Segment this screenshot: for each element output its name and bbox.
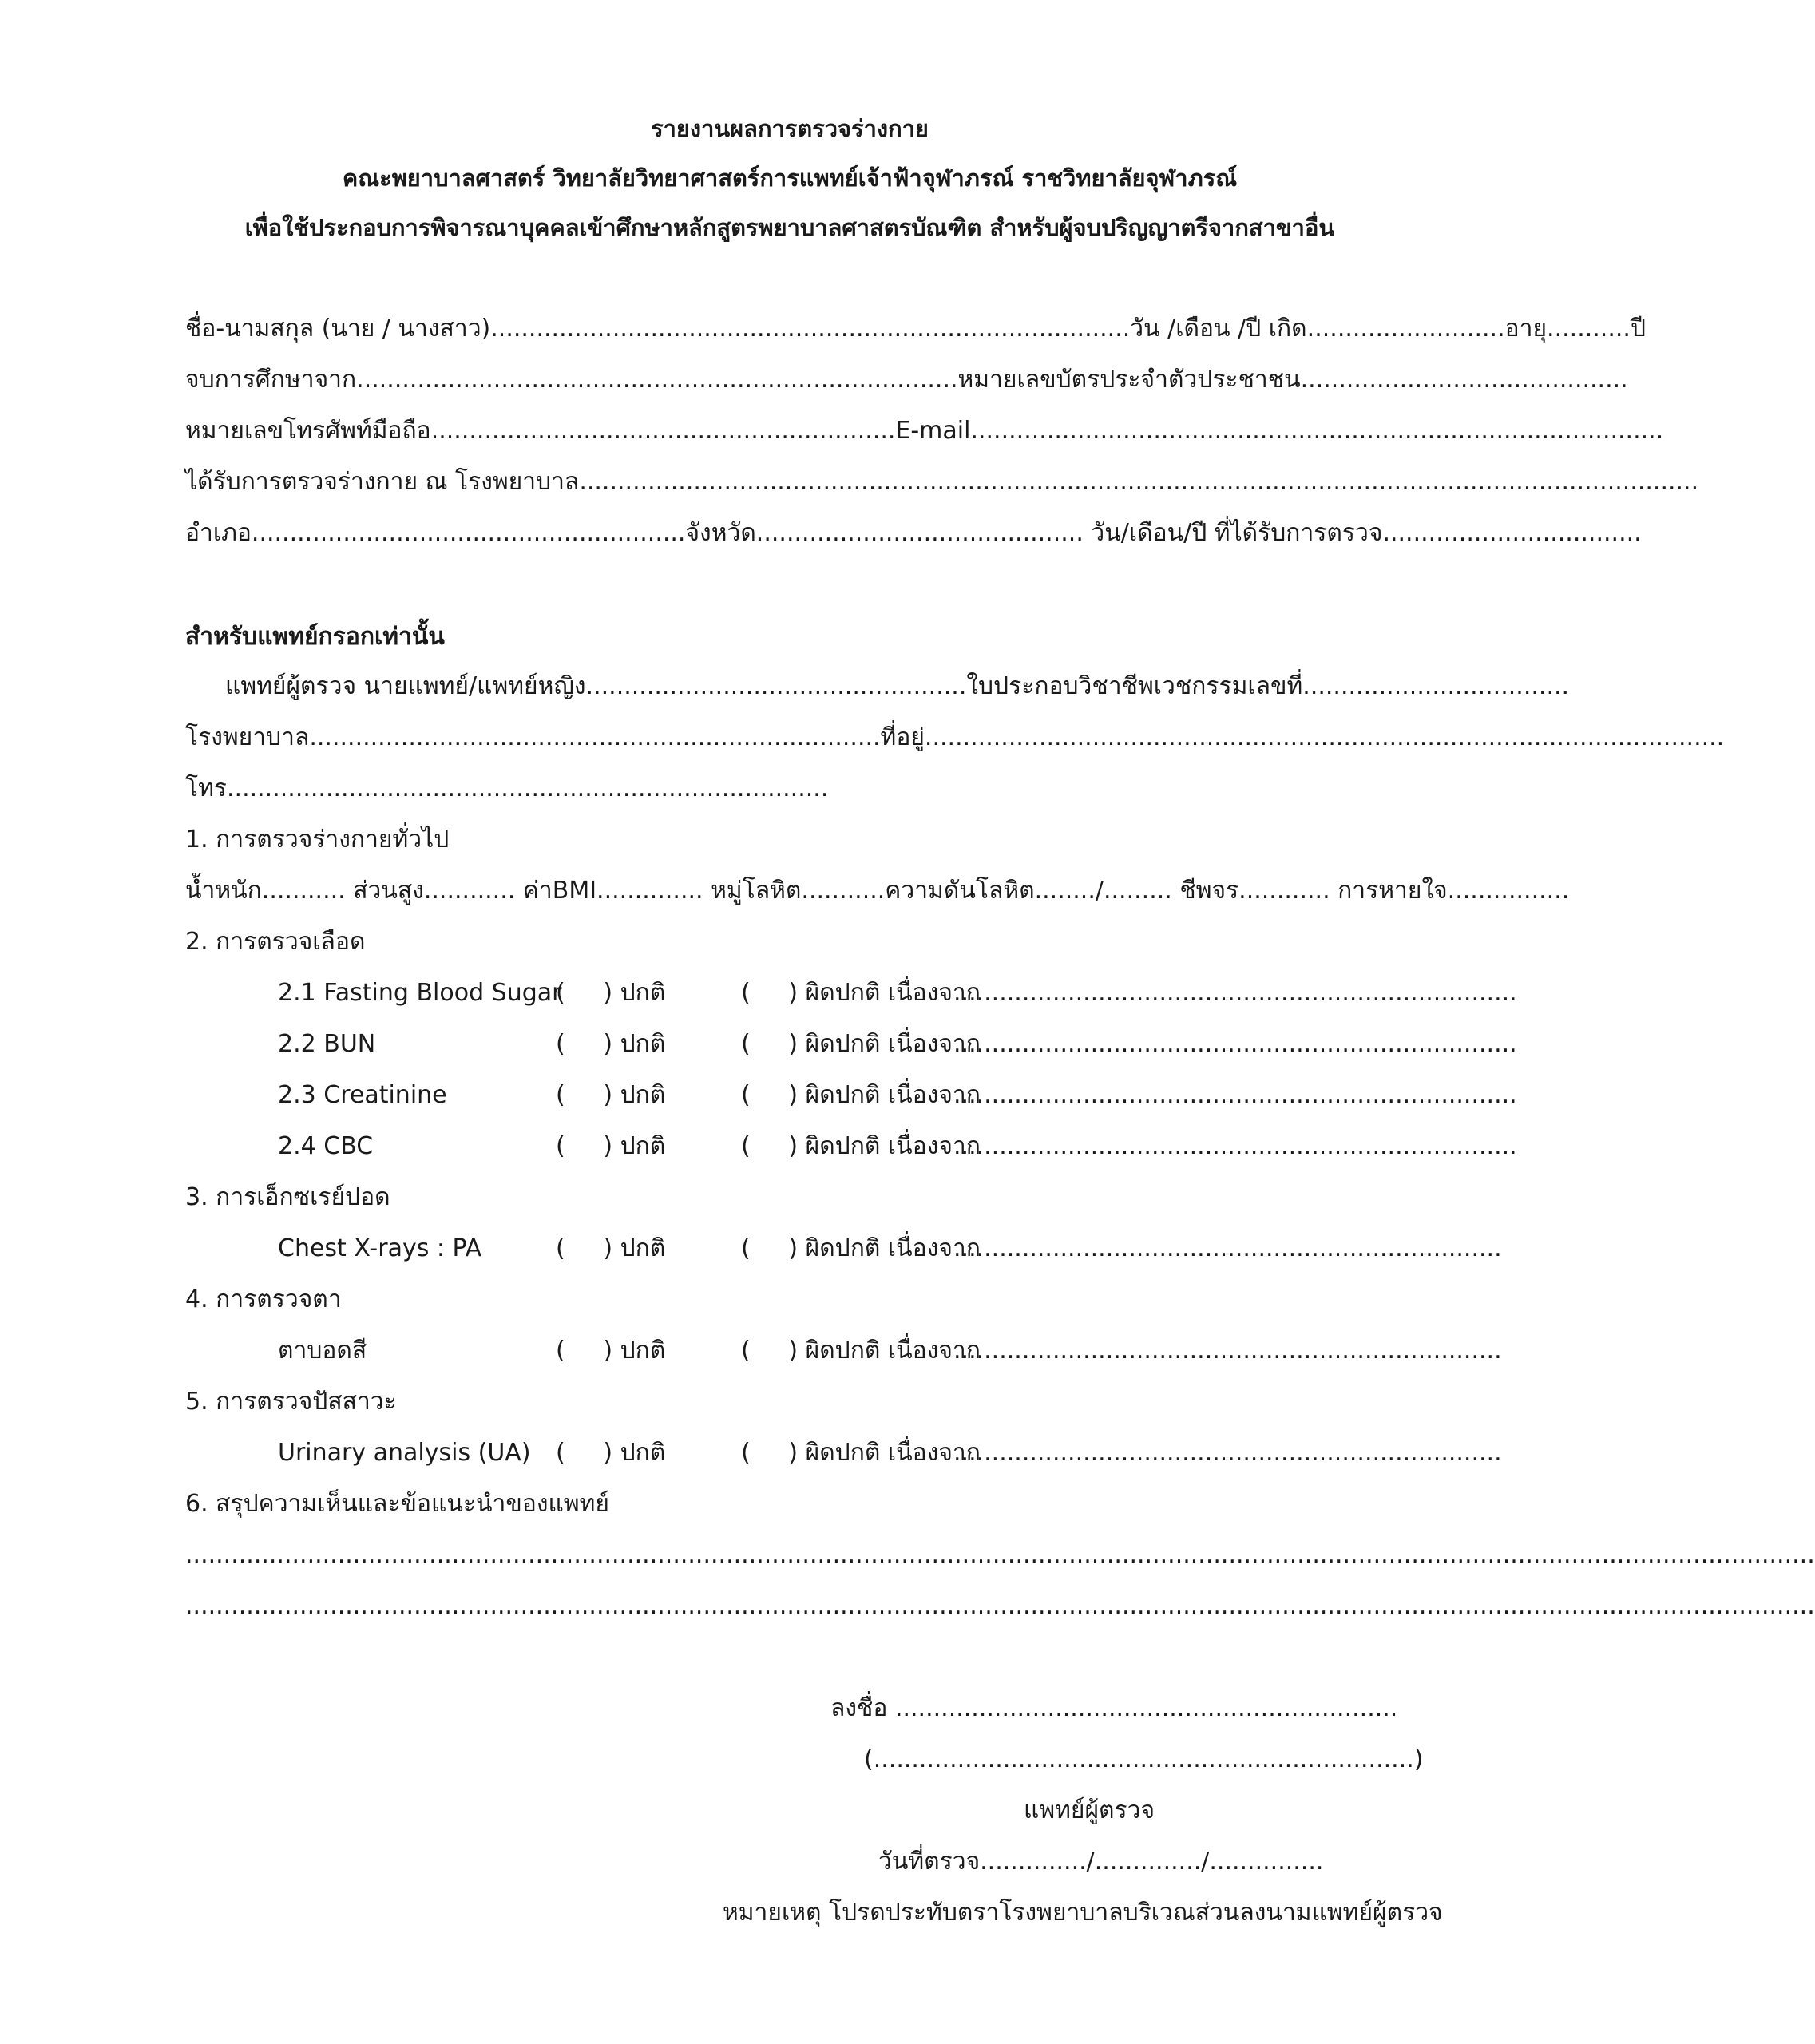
normal-checkbox[interactable]: ( ) ปกติ [556,1337,666,1365]
test-label-cbc: 2.4 CBC [278,1132,374,1160]
signer-role: แพทย์ผู้ตรวจ [1024,1796,1155,1824]
doctor-section-heading: สำหรับแพทย์กรอกเท่านั้น [185,623,445,651]
purpose-line: เพื่อใช้ประกอบการพิจารณาบุคคลเข้าศึกษาหลักสูตรพยาบาลศาสตรบัณฑิต สำหรับผู้จบปริญญาตรีจากสาขาอื่น [244,214,1335,241]
normal-checkbox[interactable]: ( ) ปกติ [556,1132,666,1160]
doctor-name-line: แพทย์ผู้ตรวจ นายแพทย์/แพทย์หญิง..................................................ใบประกอบวิชาชีพเวชกรรมเลขที่................................... [225,672,1570,700]
abnormal-checkbox[interactable]: ( ) ผิดปกติ เนื่องจาก [741,1132,981,1160]
abnormal-checkbox[interactable]: ( ) ผิดปกติ เนื่องจาก [741,1337,981,1365]
normal-checkbox[interactable]: ( ) ปกติ [556,1081,666,1109]
test-label-fbs: 2.1 Fasting Blood Sugar [278,979,562,1007]
doctor-phone-line: โทร............................................................................... [185,774,829,802]
test-label-chest-xray: Chest X-rays : PA [278,1234,482,1262]
applicant-hospital-line: ได้รับการตรวจร่างกาย ณ โรงพยาบาล................................................................................................................................................... [185,468,1699,496]
normal-checkbox[interactable]: ( ) ปกติ [556,1234,666,1262]
test-label-bun: 2.2 BUN [278,1030,376,1058]
section-6-heading: 6. สรุปความเห็นและข้อแนะนำของแพทย์ [185,1490,610,1518]
recommendation-line-2: ...................................................................................................................................................................................................................... [185,1592,1815,1620]
abnormal-checkbox[interactable]: ( ) ผิดปกติ เนื่องจาก [741,1030,981,1058]
normal-checkbox[interactable]: ( ) ปกติ [556,1439,666,1467]
test-label-urinalysis: Urinary analysis (UA) [278,1439,531,1467]
abnormal-reason-field: .......................................................................... [953,979,1517,1007]
exam-date-line: วันที่ตรวจ............../............../............... [878,1848,1324,1876]
applicant-phone-line: หมายเลขโทรศัพท์มือถือ.............................................................E-mail........................................................................................... [185,417,1664,445]
abnormal-reason-field: .......................................................................... [953,1132,1517,1160]
normal-checkbox[interactable]: ( ) ปกติ [556,979,666,1007]
vitals-line: น้ำหนัก........... ส่วนสูง............ ค่าBMI.............. หมู่โลหิต...........ความดันโลหิต......../......... ชีพจร............ การหายใจ................ [185,877,1570,905]
document-title: รายงานผลการตรวจร่างกาย [651,115,929,142]
test-label-creatinine: 2.3 Creatinine [278,1081,447,1109]
abnormal-reason-field: ........................................................................ [953,1439,1502,1467]
signature-line: ลงชื่อ .................................................................. [830,1694,1398,1722]
abnormal-checkbox[interactable]: ( ) ผิดปกติ เนื่องจาก [741,1234,981,1262]
section-2-heading: 2. การตรวจเลือด [185,928,366,956]
test-label-color-blindness: ตาบอดสี [278,1337,367,1365]
recommendation-line-1: ...................................................................................................................................................................................................................... [185,1541,1815,1569]
abnormal-reason-field: ........................................................................ [953,1234,1502,1262]
section-4-heading: 4. การตรวจตา [185,1285,342,1313]
footnote: หมายเหตุ โปรดประทับตราโรงพยาบาลบริเวณส่วนลงนามแพทย์ผู้ตรวจ [723,1899,1443,1927]
section-5-heading: 5. การตรวจปัสสาวะ [185,1388,397,1416]
applicant-education-line: จบการศึกษาจาก...............................................................................หมายเลขบัตรประจำตัวประชาชน........................................... [185,366,1628,394]
signer-name-line: (.......................................................................) [864,1745,1424,1773]
applicant-location-line: อำเภอ.........................................................จังหวัด........................................... วัน/เดือน/ปี ที่ได้รับการตรวจ.................................. [185,519,1642,547]
abnormal-reason-field: .......................................................................... [953,1081,1517,1109]
institution-line: คณะพยาบาลศาสตร์ วิทยาลัยวิทยาศาสตร์การแพทย์เจ้าฟ้าจุฬาภรณ์ ราชวิทยาลัยจุฬาภรณ์ [342,164,1238,192]
applicant-name-line: ชื่อ-นามสกุล (นาย / นางสาว)....................................................................................วัน /เดือน /ปี เกิด..........................อายุ...........ปี [185,315,1646,343]
section-3-heading: 3. การเอ็กซเรย์ปอด [185,1183,390,1211]
doctor-hospital-line: โรงพยาบาล...........................................................................ที่อยู่......................................................................................................... [185,723,1725,751]
section-1-heading: 1. การตรวจร่างกายทั่วไป [185,826,450,854]
normal-checkbox[interactable]: ( ) ปกติ [556,1030,666,1058]
abnormal-reason-field: .......................................................................... [953,1030,1517,1058]
abnormal-checkbox[interactable]: ( ) ผิดปกติ เนื่องจาก [741,1439,981,1467]
abnormal-checkbox[interactable]: ( ) ผิดปกติ เนื่องจาก [741,979,981,1007]
abnormal-checkbox[interactable]: ( ) ผิดปกติ เนื่องจาก [741,1081,981,1109]
abnormal-reason-field: ........................................................................ [953,1337,1502,1365]
